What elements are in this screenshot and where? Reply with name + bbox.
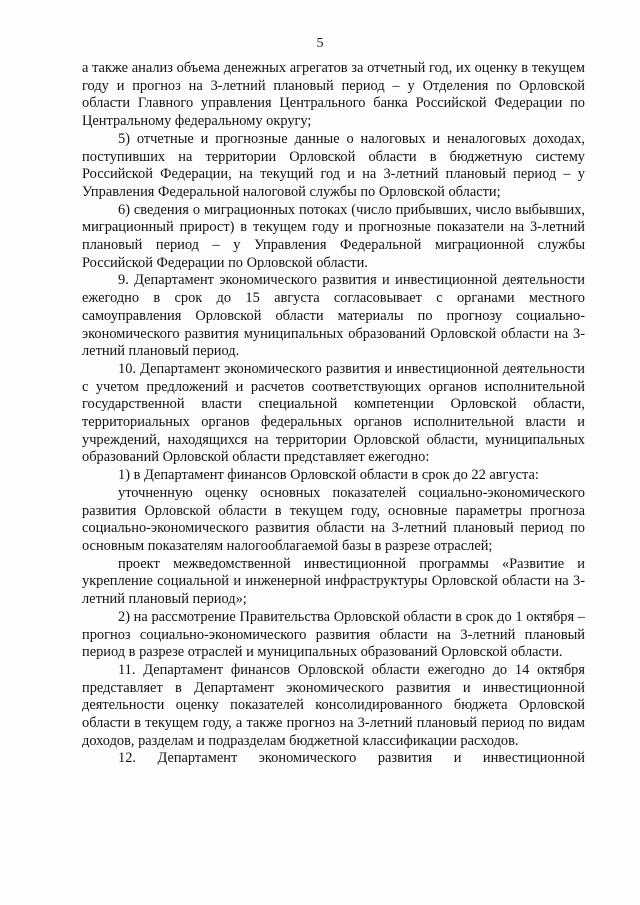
document-body — [82, 60, 585, 768]
paragraph-program-draft: проект межведомственной инвестиционной программы «Развитие и укрепление социальной и инженерной инфраструктуры Орловской области на 3-летний плановый период»; — [82, 555, 585, 608]
paragraph-continuation: а также анализ объема денежных агрегатов за отчетный год, их оценку в текущем году и прогноз на 3-летний плановый период – у Отделения по Орловской области Главного управления Центрального банка Российской Федерации по Центральному федеральному округу; — [82, 60, 585, 130]
paragraph-clause-12: 12. Департамент экономического развития и инвестиционной — [118, 750, 585, 767]
paragraph-estimate: уточненную оценку основных показателей социально-экономического развития Орловской области в текущем году, основные параметры прогноза социально-экономического развития области на 3-летний плановый период по основным показателям налогооблагаемой базы в разрезе отраслей; — [82, 484, 585, 554]
paragraph-clause-9: 9. Департамент экономического развития и инвестиционной деятельности ежегодно в срок до 15 августа согласовывает с органами местного самоуправления Орловской области материалы по прогнозу социально-экономического развития муниципальных образований Орловской области на 3-летний плановый период. — [82, 272, 585, 360]
paragraph-item-5: 5) отчетные и прогнозные данные о налоговых и неналоговых доходах, поступивших на территории Орловской области в бюджетную систему Российской Федерации, на текущий год и на 3-летний плановый период – у Управления Федеральной налоговой службы по Орловской области; — [82, 130, 585, 200]
paragraph-item-6: 6) сведения о миграционных потоках (число прибывших, число выбывших, миграционный прирост) в текущем году и прогнозные показатели на 3-летний плановый период – у Управления Федеральной миграционной службы Российской Федерации по Орловской области. — [82, 201, 585, 271]
paragraph-clause-10: 10. Департамент экономического развития и инвестиционной деятельности с учетом предложений и расчетов соответствующих органов исполнительной государственной власти специальной компетенции Орловской области, территориальных органов федеральных органов исполнительной власти и учреждений, находящихся на территории Орловской области, муниципальных образований Орловской области представляет ежегодно: — [82, 360, 585, 466]
paragraph-clause-11: 11. Департамент финансов Орловской области ежегодно до 14 октября представляет в Департамент экономического развития и инвестиционной деятельности оценку показателей консолидированного бюджета Орловской области в текущем году, а также прогноз на 3-летний плановый период по видам доходов, разделам и подразделам бюджетной классификации расходов. — [82, 661, 585, 749]
page-number: 5 — [316, 36, 324, 51]
paragraph-subitem-1: 1) в Департамент финансов Орловской области в срок до 22 августа: — [118, 467, 539, 484]
paragraph-subitem-2: 2) на рассмотрение Правительства Орловской области в срок до 1 октября – прогноз социально-экономического развития области на 3-летний плановый период в разрезе отраслей и муниципальных образований Орловской области. — [82, 608, 585, 661]
